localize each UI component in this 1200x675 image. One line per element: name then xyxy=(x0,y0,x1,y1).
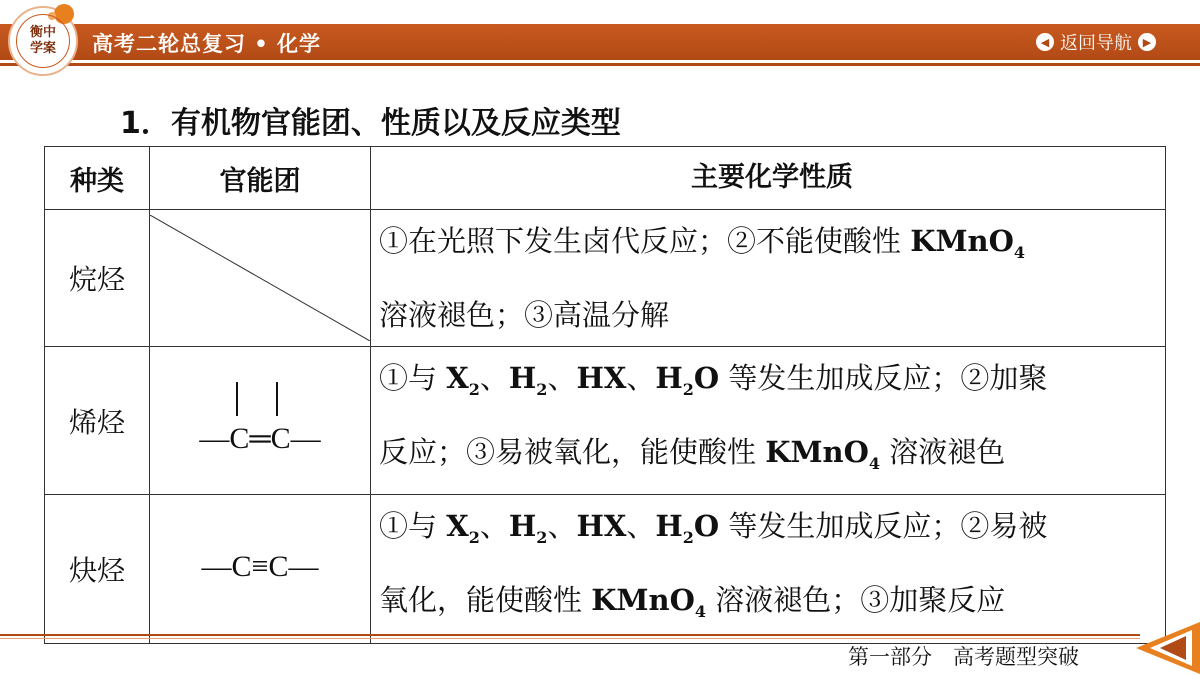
logo-text: 衡中 学案 xyxy=(16,14,70,68)
footer-arrow-icon[interactable] xyxy=(1136,622,1200,674)
kind-cell: 烷烃 xyxy=(45,210,150,347)
footer-line-thin xyxy=(0,638,1140,639)
alkene-structure xyxy=(150,358,370,484)
kind-cell: 烯烃 xyxy=(45,346,150,495)
arrow-left-icon[interactable]: ◀ xyxy=(1036,33,1054,51)
properties-table xyxy=(44,146,1166,644)
header-props: 主要化学性质 xyxy=(371,147,1166,210)
props-cell: ①与 $X_2$、$H_2$、HX、$H_2O$ 等发生加成反应；②加聚 反应；③易被氧化，能使酸性 KMnO$_4$ 溶液褪色 xyxy=(371,346,1166,495)
alkyne-formula: —C≡C— xyxy=(201,550,319,584)
table-row xyxy=(45,495,1166,644)
group-cell xyxy=(150,495,371,644)
header-kind: 种类 xyxy=(45,147,150,210)
footer-section-label: 第一部分 高考题型突破 xyxy=(848,645,1079,669)
props-cell: ①在光照下发生卤代反应；②不能使酸性 KMnO$_4$ 溶液褪色；③高温分解 xyxy=(371,210,1166,347)
table-row xyxy=(45,346,1166,495)
alkene-formula: —C═C— xyxy=(199,421,321,455)
table-row xyxy=(45,210,1166,347)
header-group: 官能团 xyxy=(150,147,371,210)
header-title: 高考二轮总复习 • 化学 xyxy=(92,32,322,56)
nav-label[interactable]: 返回导航 xyxy=(1060,33,1132,54)
group-cell-empty xyxy=(150,210,371,347)
alkyne-structure xyxy=(150,506,370,632)
page-title: 1．有机物官能团、性质以及反应类型 xyxy=(120,106,621,141)
props-cell: ①与 $X_2$、$H_2$、HX、$H_2O$ 等发生加成反应；②易被 氧化，能使酸性 KMnO$_4$ 溶液褪色；③加聚反应 xyxy=(371,495,1166,644)
arrow-right-icon[interactable]: ▶ xyxy=(1138,33,1156,51)
footer-line xyxy=(0,634,1140,636)
back-navigation-button[interactable] xyxy=(1036,29,1156,55)
table-header-row xyxy=(45,147,1166,210)
kind-cell: 炔烃 xyxy=(45,495,150,644)
group-cell xyxy=(150,346,371,495)
diagonal-slash xyxy=(150,215,370,341)
